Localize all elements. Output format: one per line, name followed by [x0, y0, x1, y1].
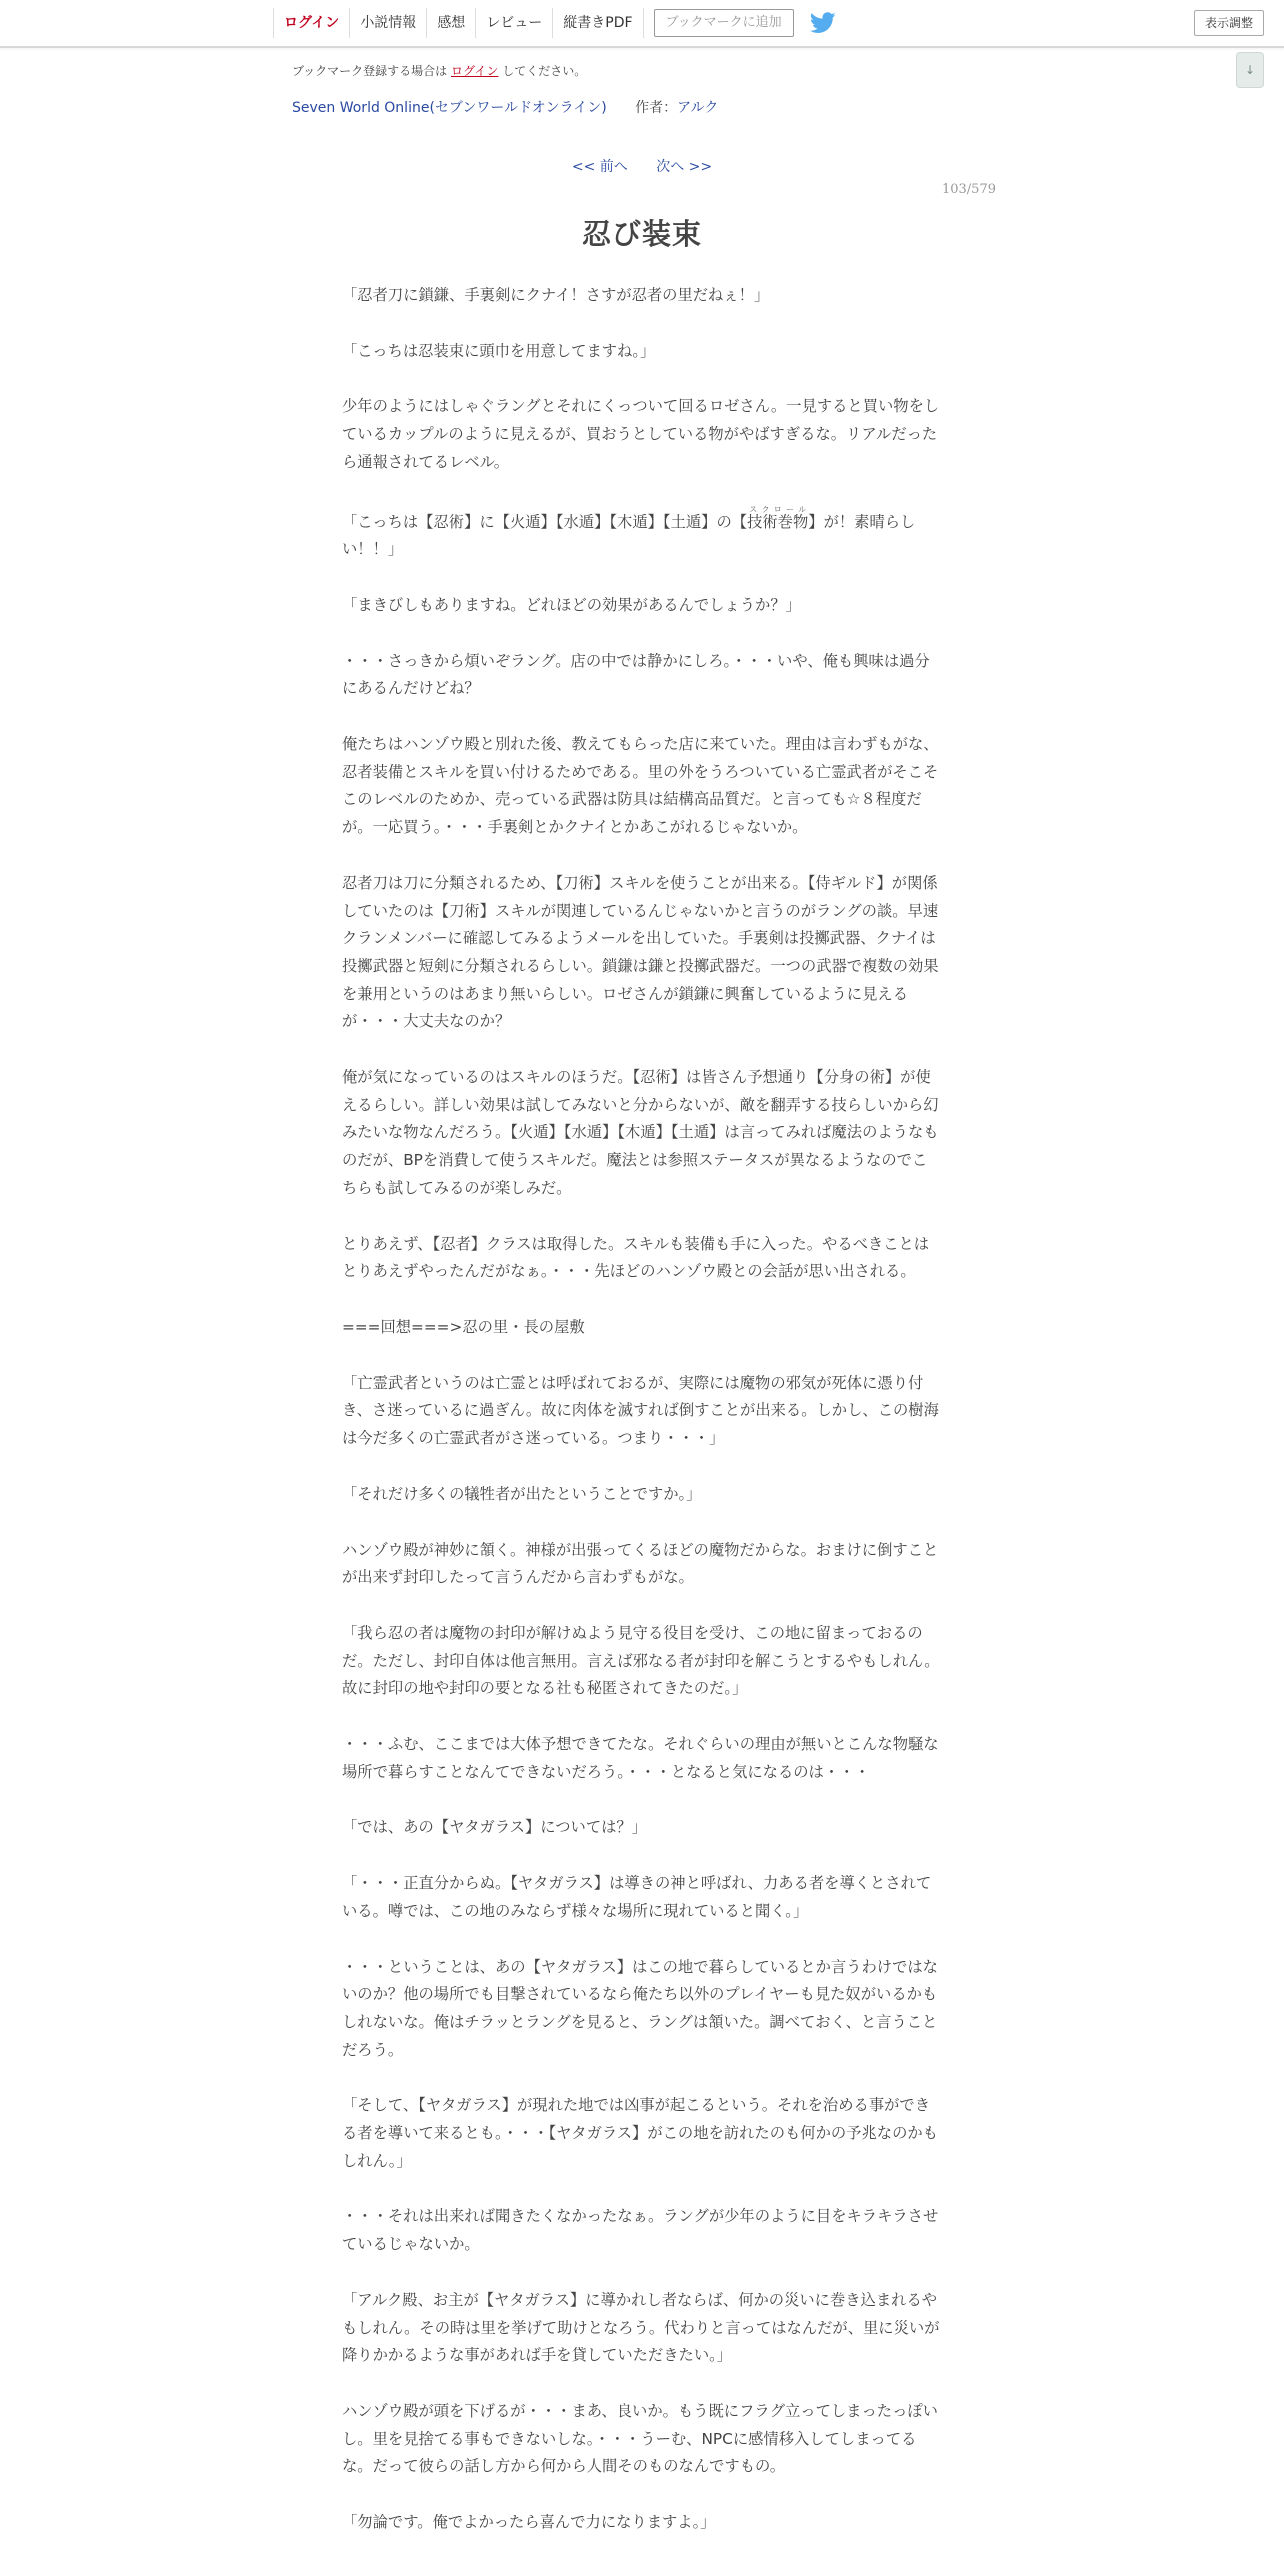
body-paragraph	[342, 505, 940, 564]
body-paragraph: 「亡霊武者というのは亡霊とは呼ばれておるが、実際には魔物の邪気が死体に憑り付き、さ迷っているに過ぎん。故に肉体を滅すれば倒すことが出来る。しかし、この樹海は今だ多くの亡霊武者がさ迷っている。つまり・・・」	[342, 1373, 939, 1448]
nav-review-link[interactable]: レビュー	[476, 8, 553, 38]
body-paragraph: 「そして、【ヤタガラス】が現れた地では凶事が起こるという。それを治める事ができる者を導いて来るとも。・・・【ヤタガラス】がこの地を訪れたのも何かの予兆なのかもしれん。」	[342, 2096, 938, 2170]
body-paragraph: 少年のようにはしゃぐラングとそれにくっついて回るロゼさん。一見すると買い物をしているカップルのように見えるが、買おうとしている物がやばすぎるな。リアルだったら通報されてるレベル。	[342, 397, 940, 471]
add-bookmark-button[interactable]: ブックマークに追加	[654, 9, 794, 37]
body-paragraph: 「アルク殿、お主が【ヤタガラス】に導かれし者ならば、何かの災いに巻き込まれるやもしれん。その時は里を挙げて助けとなろう。代わりと言ってはなんだが、里に災いが降りかかるような事があれば手を貸していただきたい。」	[342, 2290, 940, 2365]
novel-body	[342, 282, 940, 2565]
scroll-down-button[interactable]: ↓	[1236, 52, 1264, 88]
bm-notice-login-link[interactable]: ログイン	[451, 64, 499, 78]
top-header	[0, 0, 1284, 48]
display-settings-button[interactable]: 表示調整	[1194, 10, 1264, 36]
twitter-icon[interactable]	[810, 12, 836, 34]
bm-notice-suffix: してください。	[502, 64, 587, 78]
body-paragraph: ・・・それは出来れば聞きたくなかったなぁ。ラングが少年のように目をキラキラさせているじゃないか。	[342, 2207, 939, 2254]
ruby-paragraph-post: 】が！素晴らしい！！」	[342, 512, 916, 559]
body-paragraph: 俺が気になっているのはスキルのほうだ。【忍術】は皆さん予想通り【分身の術】が使えるらしい。詳しい効果は試してみないと分からないが、敵を翻弄する技らしいから幻みたいな物なんだろう。【火遁】【水遁】【木遁】【土遁】は言ってみれば魔法のようなものだが、BPを消費して使うスキルだ。魔法とは参照ステータスが異なるようなのでこちらも試してみるのが楽しみだ。	[342, 1068, 939, 1197]
top-nav	[273, 8, 836, 38]
ruby-annotation: 技術巻物スクロール	[747, 504, 809, 531]
body-paragraph: ・・・ふむ、ここまでは大体予想できてたな。それぐらいの理由が無いとこんな物騒な場所で暮らすことなんてできないだろう。・・・となると気になるのは・・・	[342, 1735, 939, 1781]
author-prefix: 作者：	[635, 100, 678, 116]
body-paragraph: とりあえず、【忍者】クラスは取得した。スキルも装備も手に入った。やるべきことはとりあえずやったんだがなぁ。・・・先ほどのハンゾウ殿との会話が思い出される。	[342, 1234, 930, 1281]
body-paragraph: ・・・さっきから煩いぞラング。店の中では静かにしろ。・・・いや、俺も興味は過分にあるんだけどね？	[342, 651, 930, 698]
body-paragraph: 「・・・正直分からぬ。【ヤタガラス】は導きの神と呼ばれ、力ある者を導くとされている。噂では、この地のみならず様々な場所に現れていると聞く。」	[342, 1874, 932, 1920]
pager	[0, 156, 1284, 176]
body-paragraph: 「では、あの【ヤタガラス】については？」	[342, 1818, 648, 1837]
body-paragraph: 「それだけ多くの犠牲者が出たということですか。」	[342, 1484, 702, 1503]
ruby-paragraph-pre: 「こっちは【忍術】に【火遁】【水遁】【木遁】【土遁】の【	[342, 512, 748, 531]
bookmark-login-notice	[292, 62, 586, 79]
body-paragraph: 「まきびしもありますね。どれほどの効果があるんでしょうか？」	[342, 595, 801, 614]
body-paragraph: ハンゾウ殿が神妙に頷く。神様が出張ってくるほどの魔物だからな。おまけに倒すことが出来ず封印したって言うんだから言わずもがな。	[342, 1540, 939, 1587]
bm-notice-prefix: ブックマーク登録する場合は	[292, 64, 448, 78]
novel-title-link[interactable]: Seven World Online(セブンワールドオンライン)	[292, 100, 607, 116]
prev-chapter-link[interactable]: << 前へ	[571, 159, 628, 175]
body-paragraph: 忍者刀は刀に分類されるため、【刀術】スキルを使うことが出来る。【侍ギルド】が関係していたのは【刀術】スキルが関連しているんじゃないかと言うのがラングの談。早速クランメンバーに確認してみるようメールを出していた。手裏剣は投擲武器、クナイは投擲武器と短剣に分類されるらしい。鎖鎌は鎌と投擲武器だ。一つの武器で複数の効果を兼用というのはあまり無いらしい。ロゼさんが鎖鎌に興奮しているように見えるが・・・大丈夫なのか？	[342, 873, 939, 1031]
body-paragraph: ===回想===>忍の里・長の屋敷	[342, 1317, 585, 1336]
author-link[interactable]: アルク	[677, 100, 719, 116]
body-paragraph: ハンゾウ殿が頭を下げるが・・・まあ、良いか。もう既にフラグ立ってしまったっぽいし。里を見捨てる事もできないしな。・・・うーむ、NPCに感情移入してしまってるな。だって彼らの話し方から何から人間そのものなんですもの。	[342, 2401, 938, 2476]
nav-novel-info-link[interactable]: 小説情報	[350, 8, 427, 38]
next-chapter-link[interactable]: 次へ >>	[656, 159, 713, 175]
chapter-counter: 103/579	[941, 182, 996, 197]
body-paragraph: ・・・ということは、あの【ヤタガラス】はこの地で暮らしているとか言うわけではないのか？他の場所でも目撃されているなら俺たち以外のプレイヤーも見た奴がいるかもしれないな。俺はチラッとラングを見ると、ラングは頷いた。調べておく、と言うことだろう。	[342, 1957, 938, 2059]
body-paragraph: 「勿論です。俺でよかったら喜んで力になりますよ。」	[342, 2513, 716, 2532]
novel-info-line	[292, 97, 718, 117]
nav-impressions-link[interactable]: 感想	[427, 8, 476, 38]
chapter-title: 忍び装束	[581, 217, 702, 251]
nav-login-link[interactable]: ログイン	[274, 8, 350, 38]
body-paragraph: 「我ら忍の者は魔物の封印が解けぬよう見守る役目を受け、この地に留まっておるのだ。ただし、封印自体は他言無用。言えば邪なる者が封印を解こうとするやもしれん。故に封印の地や封印の要となる社も秘匿されてきたのだ。」	[342, 1623, 940, 1698]
body-paragraph: 「忍者刀に鎖鎌、手裏剣にクナイ！さすが忍者の里だねぇ！」	[342, 286, 770, 304]
nav-vertical-pdf-link[interactable]: 縦書きPDF	[553, 8, 643, 38]
body-paragraph: 「こっちは忍装束に頭巾を用意してますね。」	[342, 341, 656, 360]
body-paragraph: 俺たちはハンゾウ殿と別れた後、教えてもらった店に来ていた。理由は言わずもがな、忍者装備とスキルを買い付けるためである。里の外をうろついている亡霊武者がそこそこのレベルのためか、売っている武器は防具は結構高品質だ。と言っても☆８程度だが。一応買う。・・・手裏剣とかクナイとかあこがれるじゃないか。	[342, 735, 939, 837]
